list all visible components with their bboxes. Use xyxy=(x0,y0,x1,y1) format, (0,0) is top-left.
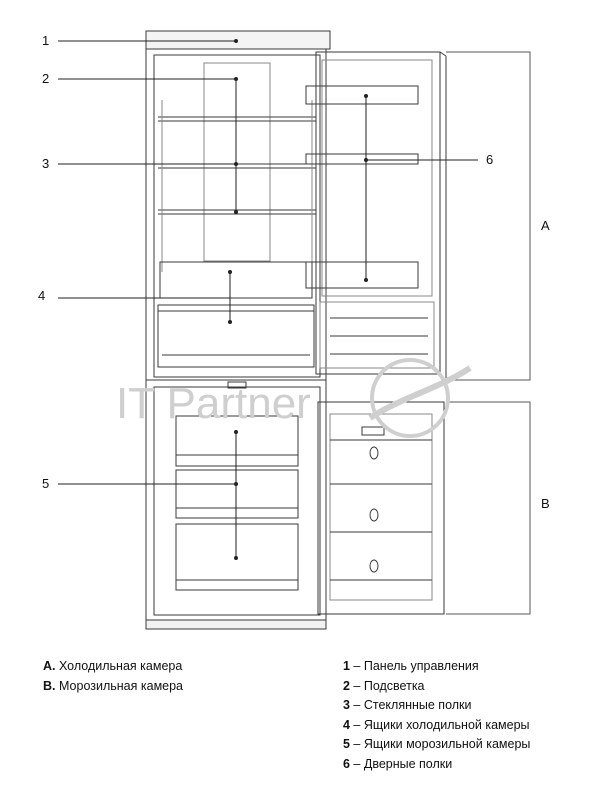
section-a-label: A xyxy=(541,218,550,233)
legend-part-3: 3 – Стеклянные полки xyxy=(343,698,472,713)
legend-parts xyxy=(343,657,530,775)
cabinet-top-panel xyxy=(146,31,330,49)
section-a-bracket xyxy=(446,52,530,380)
callout-4: 4 xyxy=(38,288,46,303)
door-shelf-1 xyxy=(306,86,418,104)
legend-part-5: 5 – Ящики морозильной камеры xyxy=(343,737,531,752)
legend-section-a: A. Холодильная камера xyxy=(43,659,183,673)
door-panel-lower xyxy=(320,302,434,368)
leader-lines xyxy=(58,41,478,558)
fridge-drawer xyxy=(158,305,314,367)
legend-sections xyxy=(43,657,183,696)
legend-section-b: B. Морозильная камера xyxy=(43,678,184,693)
fridge-drawer-cover xyxy=(160,262,312,298)
legend-part-6: 6 – Дверные полки xyxy=(343,756,453,771)
freezer-door-knob-3 xyxy=(370,560,378,572)
fridge-door xyxy=(316,52,440,374)
section-b-bracket xyxy=(446,402,530,614)
callout-6: 6 xyxy=(486,152,494,167)
legend-part-4: 4 – Ящики холодильной камеры xyxy=(343,717,530,732)
legend-part-2: 2 – Подсветка xyxy=(343,678,425,693)
callout-5: 5 xyxy=(42,476,50,491)
light-panel xyxy=(204,63,270,261)
fridge-inner-liner xyxy=(154,55,320,377)
freezer-door-knob-1 xyxy=(370,447,378,459)
section-b-label: B xyxy=(541,496,550,511)
freezer-door-knob-2 xyxy=(370,509,378,521)
watermark-logo xyxy=(370,360,470,436)
cabinet-bottom xyxy=(146,620,326,629)
watermark-text: IT Partner xyxy=(116,379,311,428)
callout-3: 3 xyxy=(42,156,50,171)
callout-2: 2 xyxy=(42,71,50,86)
freezer-drawer-2 xyxy=(176,470,298,518)
legend-part-1: 1 – Панель управления xyxy=(343,659,479,673)
door-shelf-2 xyxy=(306,154,418,164)
door-shelf-3 xyxy=(306,262,418,288)
freezer-control-badge xyxy=(362,427,384,435)
callout-1: 1 xyxy=(42,33,50,48)
